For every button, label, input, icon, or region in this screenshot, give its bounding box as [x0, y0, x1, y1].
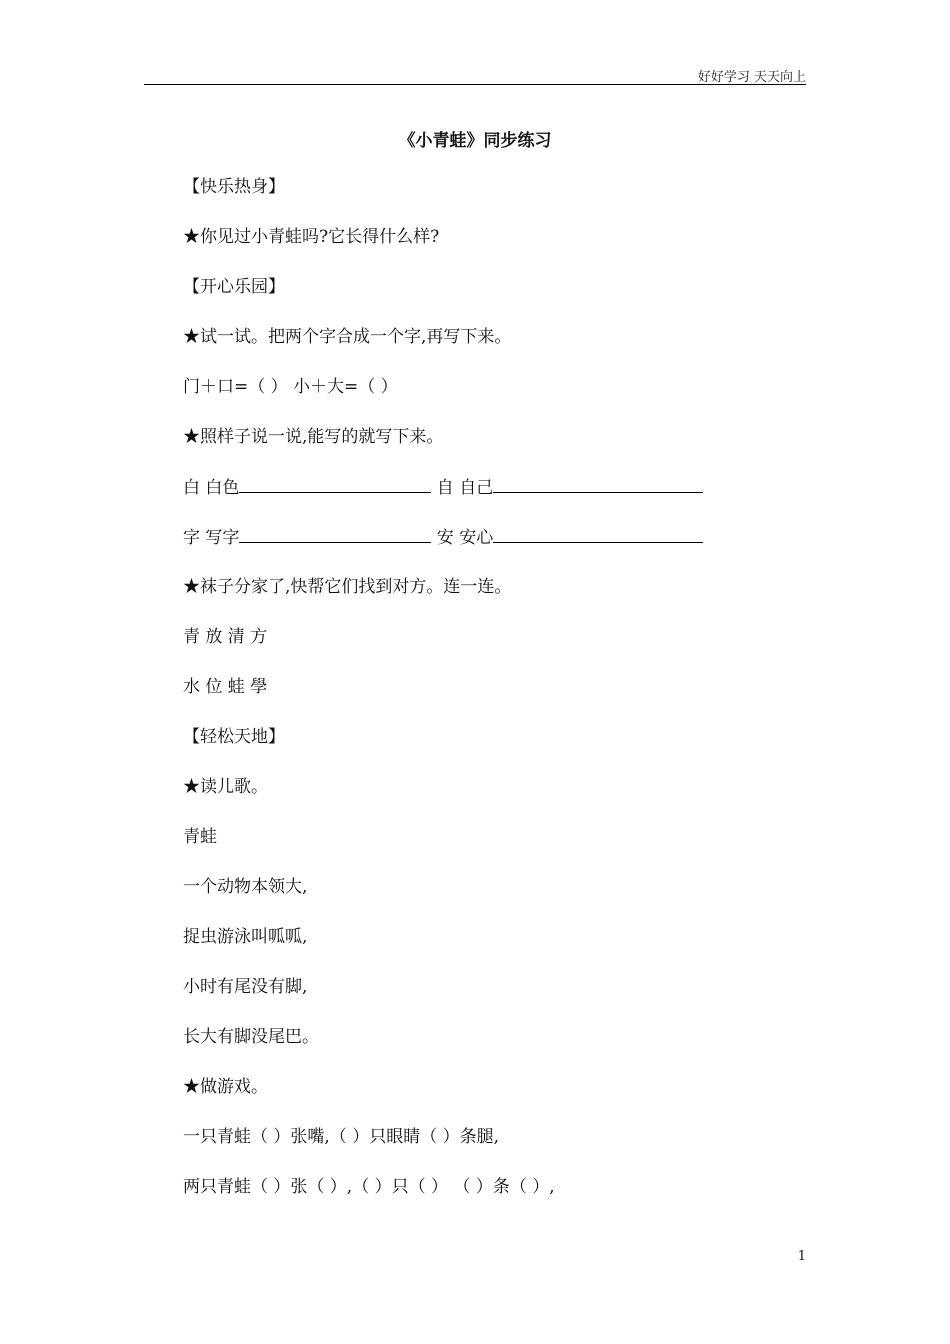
page-number: 1 — [797, 1249, 806, 1264]
example-word: 白 白色 — [183, 478, 240, 498]
game-line-2: 两只青蛙（ ）张（ ）,（ ）只（ ） （ ）条（ ）, — [183, 1177, 555, 1197]
example-row-2 — [183, 524, 703, 574]
question-match: ★袜子分家了,快帮它们找到对方。连一连。 — [183, 577, 512, 597]
song-line: 长大有脚没尾巴。 — [183, 1027, 319, 1047]
combine-characters-items: 门＋口=（ ） 小＋大=（ ） — [183, 377, 398, 397]
section-heading-relax: 【轻松天地】 — [183, 727, 285, 747]
exercise-body — [183, 174, 703, 1224]
answer-blank — [493, 474, 703, 493]
question-frog: ★你见过小青蛙吗?它长得什么样? — [183, 227, 440, 247]
question-combine-characters: ★试一试。把两个字合成一个字,再写下来。 — [183, 327, 512, 347]
song-line: 一个动物本领大, — [183, 877, 308, 897]
question-follow-example: ★照样子说一说,能写的就写下来。 — [183, 427, 444, 447]
question-game: ★做游戏。 — [183, 1077, 268, 1097]
question-read-song: ★读儿歌。 — [183, 777, 268, 797]
document-title: 《小青蛙》同步练习 — [398, 131, 552, 151]
match-row-top: 青 放 清 方 — [183, 627, 268, 647]
match-row-bottom: 水 位 蛙 學 — [183, 677, 268, 697]
answer-blank — [239, 524, 431, 543]
song-title: 青蛙 — [183, 827, 217, 847]
song-line: 捉虫游泳叫呱呱, — [183, 927, 308, 947]
header-divider — [144, 84, 806, 85]
example-word: 自 自己 — [431, 478, 494, 498]
example-word: 字 写字 — [183, 528, 240, 548]
section-heading-fun: 【开心乐园】 — [183, 277, 285, 297]
section-heading-warmup: 【快乐热身】 — [183, 177, 285, 197]
example-row-1 — [183, 474, 703, 524]
header-text: 好好学习 天天向上 — [697, 70, 806, 85]
song-line: 小时有尾没有脚, — [183, 977, 308, 997]
game-line-1: 一只青蛙（ ）张嘴,（ ）只眼睛（ ）条腿, — [183, 1127, 500, 1147]
answer-blank — [493, 524, 703, 543]
example-word: 安 安心 — [431, 528, 494, 548]
answer-blank — [239, 474, 431, 493]
